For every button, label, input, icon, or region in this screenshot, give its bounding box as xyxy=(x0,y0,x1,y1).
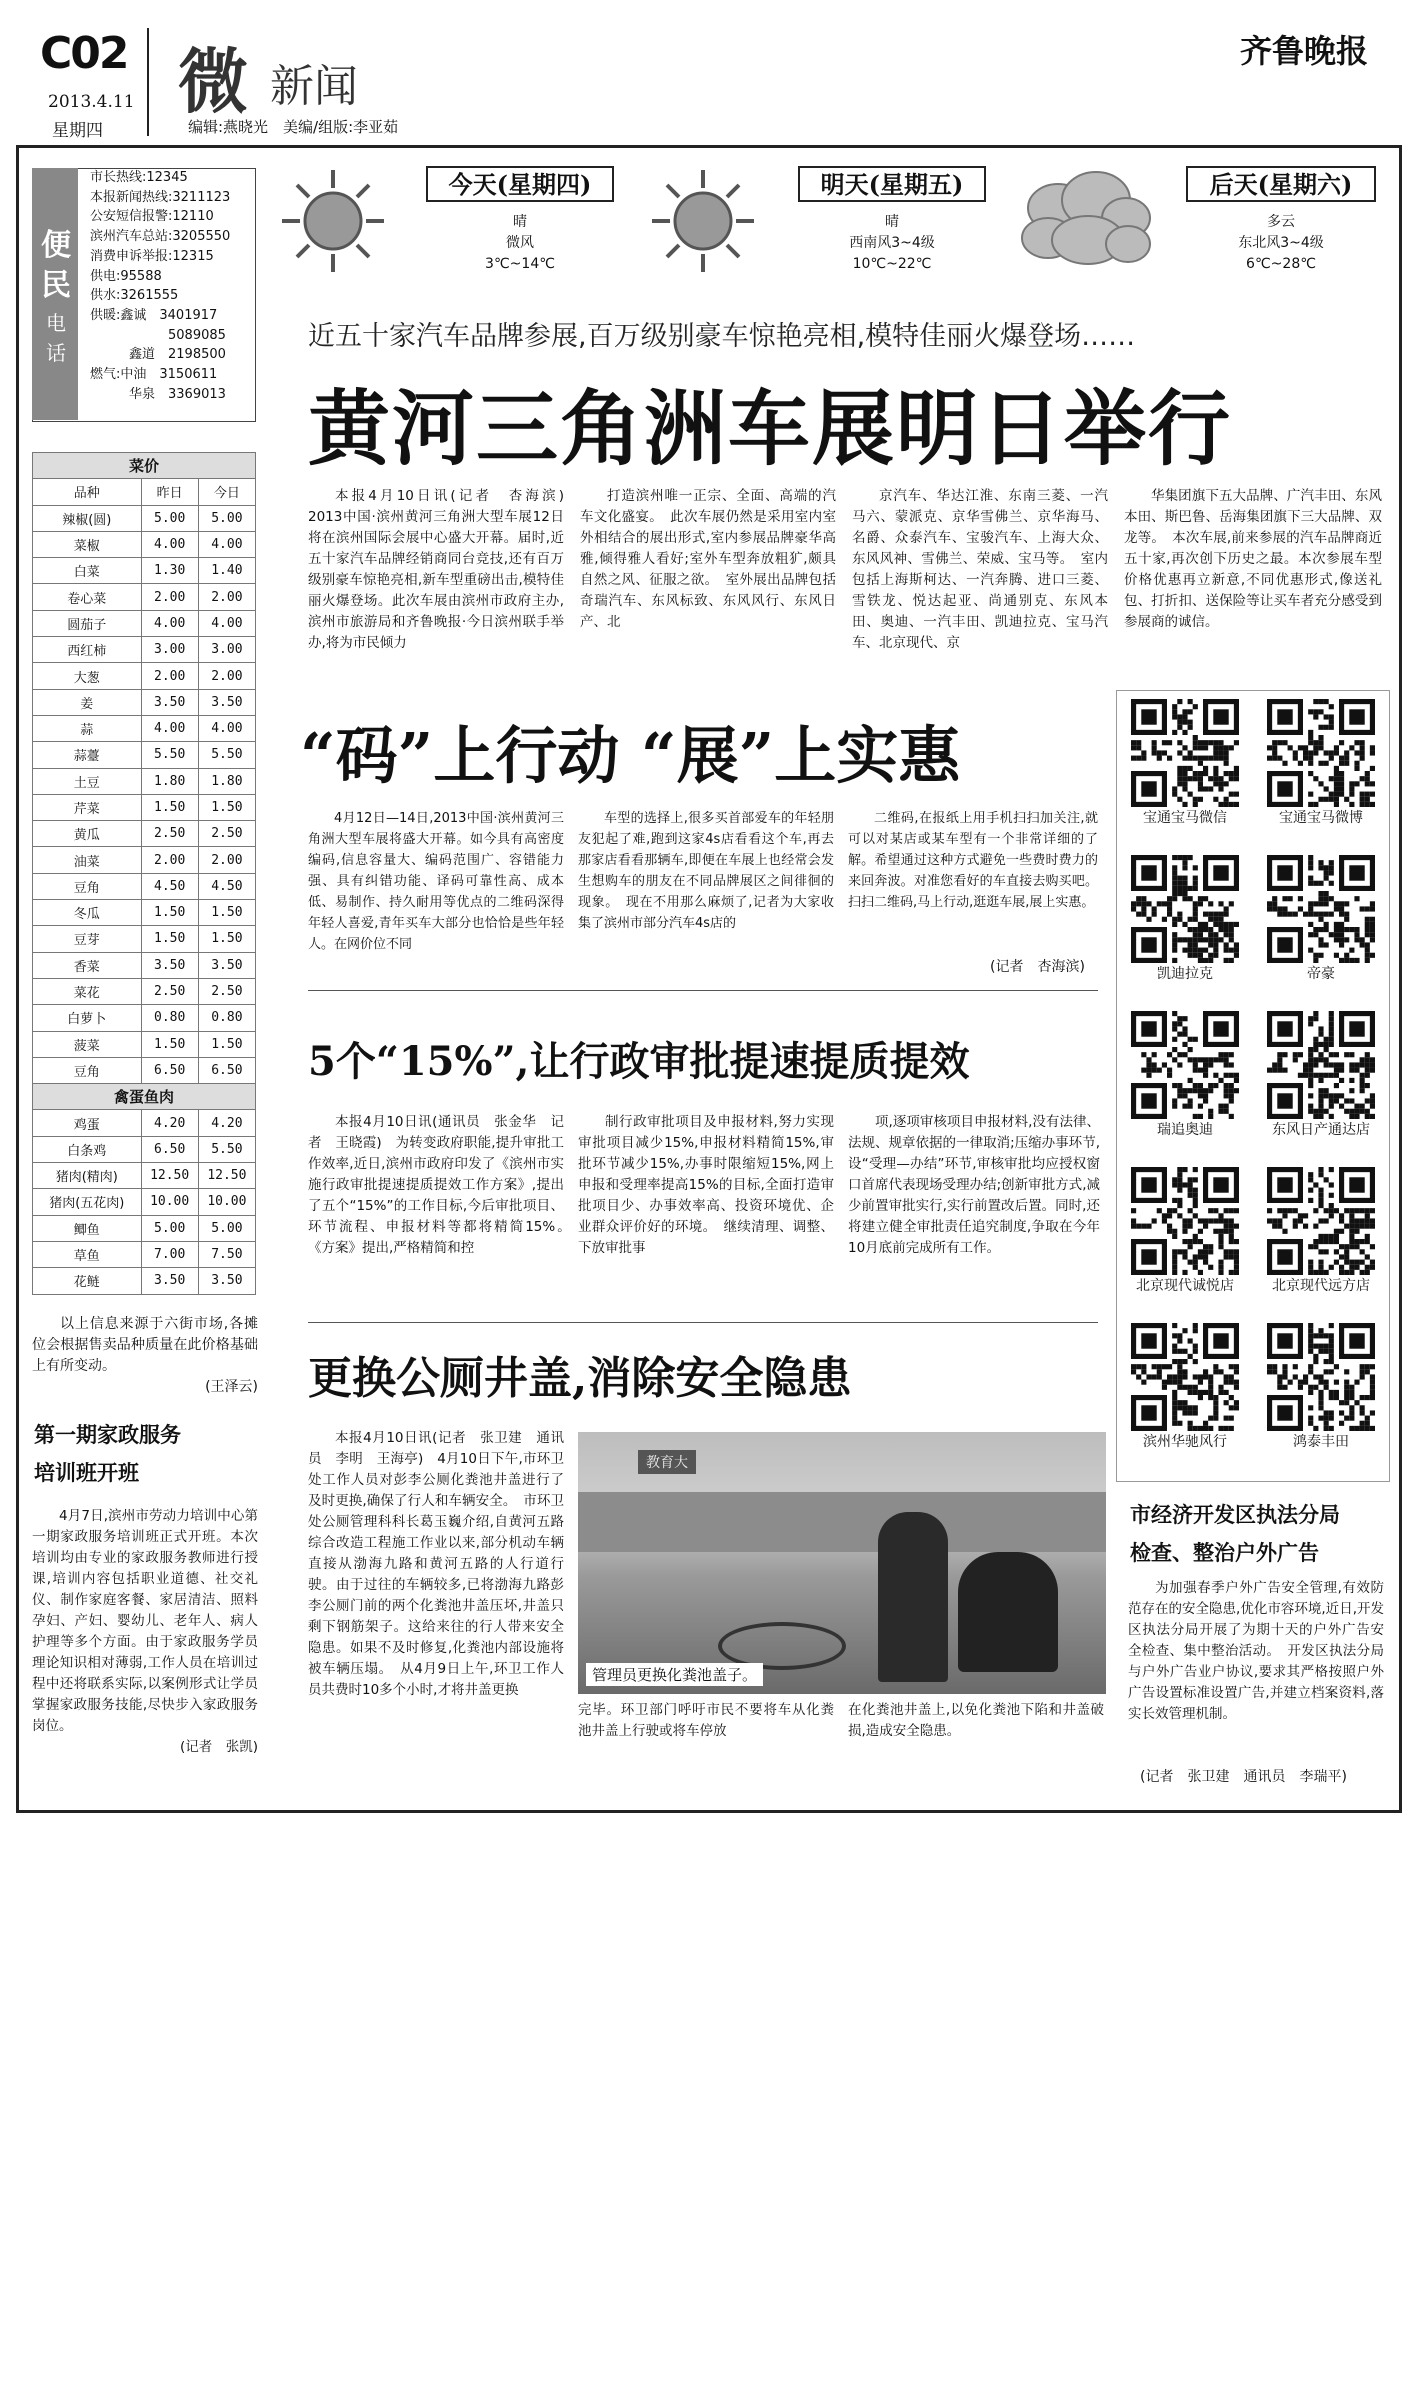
item-name: 姜 xyxy=(33,689,142,715)
price-today: 3.50 xyxy=(198,689,255,715)
manhole-col2 xyxy=(578,1700,834,1784)
hotline-line: 鑫道 2198500 xyxy=(90,347,226,363)
autoshow-text: 京汽车、华达江淮、东南三菱、一汽马六、蒙派克、京华雪佛兰、京华海马、名爵、众泰汽车、宝骏汽车、上海大众、东风风神、雪佛兰、荣威、宝马等。 室内包括上海斯柯达、一汽奔腾、进口三菱、雪铁龙、悦达起亚、尚通别克、东风本田、奥迪、一汽丰田、凯迪拉克、宝马汽车、北京现代、京 xyxy=(852,488,1108,651)
qr-story-headline: “码”上行动 “展”上实惠 xyxy=(300,719,961,792)
autoshow-col2 xyxy=(580,486,836,686)
qr-code-icon xyxy=(1131,699,1239,807)
qr-code-icon xyxy=(1267,1167,1375,1275)
qr-item[interactable] xyxy=(1117,1167,1253,1295)
price-today: 5.00 xyxy=(198,505,255,531)
divider xyxy=(308,990,1098,991)
price-yesterday: 4.00 xyxy=(141,715,198,741)
price-row xyxy=(33,1057,256,1083)
sun-icon xyxy=(278,166,388,276)
weather-cond: 晴 xyxy=(513,214,527,230)
item-name: 菠菜 xyxy=(33,1031,142,1057)
price-note xyxy=(32,1314,258,1398)
price-today: 2.50 xyxy=(198,821,255,847)
price-row xyxy=(33,637,256,663)
hotline-title: 便民 xyxy=(41,228,71,303)
price-row xyxy=(33,1031,256,1057)
qr-story-col2 xyxy=(578,808,834,978)
qr-caption: 北京现代诚悦店 xyxy=(1136,1278,1234,1294)
price-today: 3.00 xyxy=(198,637,255,663)
price-today: 2.00 xyxy=(198,584,255,610)
price-yesterday: 1.50 xyxy=(141,926,198,952)
autoshow-headline: 黄河三角洲车展明日举行 xyxy=(308,381,1233,477)
price-today: 1.50 xyxy=(198,900,255,926)
hotline-line: 供水:3261555 xyxy=(90,288,179,304)
photo-caption: 管理员更换化粪池盖子。 xyxy=(586,1663,763,1686)
hotline-line: 本报新闻热线:3211123 xyxy=(90,189,231,205)
item-name: 圆茄子 xyxy=(33,610,142,636)
hotline-side xyxy=(32,168,78,420)
photo-worker xyxy=(878,1512,948,1682)
weather-after-label: 后天(星期六) xyxy=(1186,166,1376,202)
issue-date: 2013.4.11 xyxy=(48,92,135,112)
item-name: 白萝卜 xyxy=(33,1005,142,1031)
item-name: 黄瓜 xyxy=(33,821,142,847)
approval-col1 xyxy=(308,1112,578,1312)
autoshow-col3 xyxy=(852,486,1108,686)
item-name: 辣椒(圆) xyxy=(33,505,142,531)
qr-story-col1 xyxy=(308,808,564,978)
price-yesterday: 3.00 xyxy=(141,637,198,663)
price-today: 10.00 xyxy=(198,1189,255,1215)
qr-code-icon xyxy=(1131,1167,1239,1275)
price-yesterday: 1.50 xyxy=(141,794,198,820)
price-row xyxy=(33,610,256,636)
manhole-headline: 更换公厕井盖,消除安全隐患 xyxy=(308,1353,852,1404)
price-today: 3.50 xyxy=(198,1268,255,1294)
price-note-text: 以上信息来源于六街市场,各摊位会根据售卖品种质量在此价格基础上有所变动。 xyxy=(32,1316,258,1374)
approval-text: 本报4月10日讯(通讯员 张金华 记者 王晓霞) 为转变政府职能,提升审批工作效率,近日,滨州市政府印发了《滨州市实施行政审批提速提质提效工作方案》,提出了五个“15%”的工作目标,今后审批项目、环节流程、申报材料等都将精简15%。 《方案》提出,严格精简和控 xyxy=(308,1114,578,1256)
price-yesterday: 6.50 xyxy=(141,1136,198,1162)
manhole-col3 xyxy=(848,1700,1104,1784)
price-yesterday: 3.50 xyxy=(141,952,198,978)
price-yesterday: 3.50 xyxy=(141,1268,198,1294)
hotline-line: 5089085 xyxy=(90,327,226,343)
qr-item[interactable] xyxy=(1117,1011,1253,1139)
weather-temp: 3℃~14℃ xyxy=(485,256,555,272)
price-note-author: (王泽云) xyxy=(205,1379,258,1395)
price-today: 4.00 xyxy=(198,715,255,741)
housekeeping-body xyxy=(32,1506,258,1758)
price-today: 2.00 xyxy=(198,847,255,873)
price-today: 1.80 xyxy=(198,768,255,794)
weather-tomorrow-info xyxy=(798,212,986,275)
section-logo: 微 xyxy=(178,40,248,123)
price-yesterday: 5.50 xyxy=(141,742,198,768)
item-name: 豆角 xyxy=(33,873,142,899)
item-name: 菜椒 xyxy=(33,531,142,557)
manhole-text: 完毕。环卫部门呼吁市民不要将车从化粪池井盖上行驶或将车停放 xyxy=(578,1702,834,1739)
autoshow-text: 华集团旗下五大品牌、广汽丰田、东风本田、斯巴鲁、岳海集团旗下三大品牌、双龙等。 本次车展,前来参展的汽车品牌商近五十家,再次创下历史之最。本次参展车型价格优惠再立新意,不同优惠形式,像送礼包、打折扣、送保险等让买车者充分感受到参展商的诚信。 xyxy=(1124,488,1382,630)
weather-tomorrow-label: 明天(星期五) xyxy=(798,166,986,202)
price-yesterday: 1.30 xyxy=(141,558,198,584)
qr-code-icon xyxy=(1267,855,1375,963)
price-yesterday: 5.00 xyxy=(141,1215,198,1241)
approval-text: 制行政审批项目及申报材料,努力实现审批项目减少15%,申报材料精简15%,审批环节减少15%,办事时限缩短15%,网上申报和受理率提高15%的目标,全面打造审批项目少、办事效率高、投资环境优、企业群众评价好的环境。 继续清理、调整、下放审批事 xyxy=(578,1114,834,1256)
item-name: 豆芽 xyxy=(33,926,142,952)
section-name: 新闻 xyxy=(270,61,358,112)
manhole-text: 在化粪池井盖上,以免化粪池下陷和井盖破损,造成安全隐患。 xyxy=(848,1702,1104,1739)
qr-caption: 鸿泰丰田 xyxy=(1293,1434,1349,1450)
col-header: 品种 xyxy=(33,479,142,505)
qr-caption: 北京现代远方店 xyxy=(1272,1278,1370,1294)
item-name: 草鱼 xyxy=(33,1241,142,1267)
qr-item[interactable] xyxy=(1117,699,1253,827)
divider xyxy=(308,1322,1098,1323)
price-row xyxy=(33,742,256,768)
col-header: 昨日 xyxy=(141,479,198,505)
housekeeping-byline: (记者 张凯) xyxy=(179,1739,258,1755)
approval-headline: 5个“15%”,让行政审批提速提质提效 xyxy=(308,1038,970,1085)
price-yesterday: 3.50 xyxy=(141,689,198,715)
issue-weekday: 星期四 xyxy=(52,121,103,141)
price-yesterday: 2.00 xyxy=(141,584,198,610)
qr-story-byline: (记者 杏海滨) xyxy=(990,959,1085,975)
price-meat-title: 禽蛋鱼肉 xyxy=(33,1084,256,1110)
price-row xyxy=(33,768,256,794)
item-name: 芹菜 xyxy=(33,794,142,820)
price-yesterday: 1.50 xyxy=(141,1031,198,1057)
price-row xyxy=(33,1110,256,1136)
qr-caption: 宝通宝马微信 xyxy=(1143,810,1227,826)
hotline-line: 供电:95588 xyxy=(90,268,162,284)
page-number: C02 xyxy=(40,28,128,79)
item-name: 菜花 xyxy=(33,978,142,1004)
price-yesterday: 2.00 xyxy=(141,847,198,873)
price-yesterday: 4.20 xyxy=(141,1110,198,1136)
price-row xyxy=(33,1189,256,1215)
price-today: 3.50 xyxy=(198,952,255,978)
price-row xyxy=(33,531,256,557)
price-yesterday: 2.00 xyxy=(141,663,198,689)
hotline-line: 滨州汽车总站:3205550 xyxy=(90,229,231,245)
price-today: 1.50 xyxy=(198,794,255,820)
item-name: 猪肉(精肉) xyxy=(33,1163,142,1189)
ad-check-byline: (记者 张卫建 通讯员 李瑞平) xyxy=(1140,1769,1347,1785)
qr-item[interactable] xyxy=(1253,1011,1389,1139)
qr-item[interactable] xyxy=(1117,855,1253,983)
approval-col3 xyxy=(848,1112,1100,1312)
item-name: 冬瓜 xyxy=(33,900,142,926)
qr-code-icon xyxy=(1131,1323,1239,1431)
item-name: 蒜薹 xyxy=(33,742,142,768)
price-yesterday: 4.50 xyxy=(141,873,198,899)
price-row xyxy=(33,1136,256,1162)
qr-item[interactable] xyxy=(1253,699,1389,827)
price-yesterday: 5.00 xyxy=(141,505,198,531)
price-today: 1.50 xyxy=(198,926,255,952)
item-name: 卷心菜 xyxy=(33,584,142,610)
price-yesterday: 4.00 xyxy=(141,610,198,636)
price-today: 1.40 xyxy=(198,558,255,584)
price-row xyxy=(33,1268,256,1294)
qr-story-text: 车型的选择上,很多买首部爱车的年轻朋友犯起了难,跑到这家4s店看看这个车,再去那家店看看那辆车,即便在车展上也经常会发生想购车的朋友在不同品牌展区之间徘徊的现象。 现在不用那么麻烦了,记者为大家收集了滨州市部分汽车4s店的 xyxy=(578,811,834,931)
price-row xyxy=(33,1005,256,1031)
price-today: 4.20 xyxy=(198,1110,255,1136)
housekeeping-text: 4月7日,滨州市劳动力培训中心第一期家政服务培训班正式开班。本次培训均由专业的家政服务教师进行授课,培训内容包括职业道德、社交礼仪、制作家庭客餐、家居清洁、照料孕妇、产妇、婴幼儿、老年人、病人护理等多个方面。由于家政服务学员理论知识相对薄弱,工作人员在培训过程中还将联系实际,以案例形式让学员掌握家政服务技能,尽快步入家政服务岗位。 xyxy=(32,1508,258,1734)
qr-item[interactable] xyxy=(1253,855,1389,983)
weather-after-info xyxy=(1186,212,1376,275)
qr-caption: 宝通宝马微博 xyxy=(1279,810,1363,826)
photo-building xyxy=(578,1492,1106,1552)
hotline-line: 公安短信报警:12110 xyxy=(90,209,214,225)
housekeeping-title-line: 第一期家政服务 xyxy=(34,1423,181,1447)
autoshow-col4 xyxy=(1124,486,1382,686)
col-header: 今日 xyxy=(198,479,255,505)
price-today: 12.50 xyxy=(198,1163,255,1189)
qr-story-text: 二维码,在报纸上用手机扫扫加关注,就可以对某店或某车型有一个非常详细的了解。希望通过这种方式避免一些费时费力的来回奔波。对准您看好的车直接去购买吧。扫扫二维码,马上行动,逛逛车展,展上实惠。 xyxy=(848,811,1098,910)
weather-wind: 微风 xyxy=(506,235,534,251)
item-name: 猪肉(五花肉) xyxy=(33,1189,142,1215)
hotline-line: 供暖:鑫诚 3401917 xyxy=(90,307,218,323)
qr-code-icon xyxy=(1131,1011,1239,1119)
item-name: 西红柿 xyxy=(33,637,142,663)
price-today: 2.50 xyxy=(198,978,255,1004)
price-yesterday: 10.00 xyxy=(141,1189,198,1215)
ad-check-text: 为加强春季户外广告安全管理,有效防范存在的安全隐患,优化市容环境,近日,开发区执法分局开展了为期十天的户外广告安全检查、集中整治活动。 开发区执法分局与户外广告业户协议,要求其严格按照户外广告设置标准设置广告,并建立档案资料,落实长效管理机制。 xyxy=(1128,1580,1384,1722)
price-row xyxy=(33,1215,256,1241)
price-row xyxy=(33,847,256,873)
price-row xyxy=(33,1241,256,1267)
price-row xyxy=(33,873,256,899)
ad-check-title-line: 市经济开发区执法分局 xyxy=(1130,1503,1340,1527)
qr-caption: 瑞追奥迪 xyxy=(1157,1122,1213,1138)
weather-cond: 晴 xyxy=(885,214,899,230)
price-row xyxy=(33,952,256,978)
qr-caption: 滨州华驰风行 xyxy=(1143,1434,1227,1450)
ad-check-body xyxy=(1128,1578,1384,1762)
price-row xyxy=(33,978,256,1004)
price-title: 菜价 xyxy=(33,453,256,479)
item-name: 鲫鱼 xyxy=(33,1215,142,1241)
editors-credit: 编辑:燕晓光 美编/组版:李亚茹 xyxy=(188,118,399,136)
item-name: 土豆 xyxy=(33,768,142,794)
price-row xyxy=(33,821,256,847)
price-row xyxy=(33,794,256,820)
price-yesterday: 2.50 xyxy=(141,821,198,847)
price-yesterday: 1.80 xyxy=(141,768,198,794)
qr-item[interactable] xyxy=(1253,1323,1389,1451)
price-row xyxy=(33,558,256,584)
weather-wind: 西南风3~4级 xyxy=(849,235,935,251)
price-today: 5.00 xyxy=(198,1215,255,1241)
approval-col2 xyxy=(578,1112,834,1312)
qr-code-icon xyxy=(1131,855,1239,963)
price-row xyxy=(33,505,256,531)
price-today: 6.50 xyxy=(198,1057,255,1083)
photo-worker xyxy=(958,1552,1058,1672)
price-today: 5.50 xyxy=(198,742,255,768)
price-yesterday: 0.80 xyxy=(141,1005,198,1031)
ad-check-title-line: 检查、整治户外广告 xyxy=(1130,1541,1319,1565)
qr-item[interactable] xyxy=(1117,1323,1253,1451)
item-name: 大葱 xyxy=(33,663,142,689)
item-name: 香菜 xyxy=(33,952,142,978)
price-yesterday: 2.50 xyxy=(141,978,198,1004)
qr-grid xyxy=(1116,690,1390,1482)
price-row xyxy=(33,926,256,952)
paper-name: 齐鲁晚报 xyxy=(1240,32,1369,70)
autoshow-col1 xyxy=(308,486,578,686)
photo-sign: 教育大 xyxy=(638,1450,696,1474)
qr-story-text: 4月12日—14日,2013中国·滨州黄河三角洲大型车展将盛大开幕。如今具有高密度编码,信息容量大、编码范围广、容错能力强、具有纠错功能、译码可靠性高、成本低、易制作、持久耐用等优点的二维码深得年轻人喜爱,青年买车大部分也恰恰是些年轻人。在网价位不同 xyxy=(308,811,564,952)
weather-wind: 东北风3~4级 xyxy=(1238,235,1324,251)
price-yesterday: 1.50 xyxy=(141,900,198,926)
price-yesterday: 4.00 xyxy=(141,531,198,557)
price-today: 5.50 xyxy=(198,1136,255,1162)
weather-cond: 多云 xyxy=(1267,214,1295,230)
weather-temp: 10℃~22℃ xyxy=(852,256,932,272)
weather-today-info xyxy=(426,212,614,275)
item-name: 油菜 xyxy=(33,847,142,873)
price-table xyxy=(32,452,256,1295)
qr-caption: 凯迪拉克 xyxy=(1157,966,1213,982)
weather-temp: 6℃~28℃ xyxy=(1246,256,1316,272)
price-today: 0.80 xyxy=(198,1005,255,1031)
price-today: 4.00 xyxy=(198,531,255,557)
manhole-col1 xyxy=(308,1428,564,1788)
autoshow-kicker: 近五十家汽车品牌参展,百万级别豪车惊艳亮相,模特佳丽火爆登场…… xyxy=(308,321,1136,352)
price-today: 4.00 xyxy=(198,610,255,636)
price-today: 2.00 xyxy=(198,663,255,689)
hotline-line: 华泉 3369013 xyxy=(90,386,226,402)
price-row xyxy=(33,1163,256,1189)
qr-caption: 帝豪 xyxy=(1307,966,1335,982)
price-yesterday: 6.50 xyxy=(141,1057,198,1083)
qr-caption: 东风日产通达店 xyxy=(1272,1122,1370,1138)
price-today: 1.50 xyxy=(198,1031,255,1057)
hotline-line: 消费申诉举报:12315 xyxy=(90,248,214,264)
price-row xyxy=(33,715,256,741)
manhole-text: 本报4月10日讯(记者 张卫建 通讯员 李明 王海亭) 4月10日下午,市环卫处工作人员对彭李公厕化粪池井盖进行了及时更换,确保了行人和车辆安全。 市环卫处公厕管理科科长葛玉巍介绍,自黄河五路综合改造工程施工作业以来,部分机动车辆直接从渤海九路和黄河五路的人行道行驶。由于过往的车辆较多,已将渤海九路彭李公厕门前的两个化粪池井盖压坏,井盖只剩下钢筋架子。这给来往的行人带来安全隐患。如果不及时修复,化粪池内部设施将被车辆压塌。 从4月9日上午,环卫工作人员共费时10多个小时,才将井盖更换 xyxy=(308,1430,564,1698)
price-yesterday: 12.50 xyxy=(141,1163,198,1189)
item-name: 白条鸡 xyxy=(33,1136,142,1162)
hotline-line: 燃气:中油 3150611 xyxy=(90,367,218,383)
price-today: 4.50 xyxy=(198,873,255,899)
item-name: 豆角 xyxy=(33,1057,142,1083)
cloud-icon xyxy=(1018,166,1154,274)
price-row xyxy=(33,584,256,610)
qr-code-icon xyxy=(1267,1323,1375,1431)
qr-item[interactable] xyxy=(1253,1167,1389,1295)
ad-check-title xyxy=(1130,1496,1386,1572)
item-name: 鸡蛋 xyxy=(33,1110,142,1136)
housekeeping-title xyxy=(34,1416,260,1492)
price-today: 7.50 xyxy=(198,1241,255,1267)
hotline-list xyxy=(90,168,252,404)
qr-story-col3 xyxy=(848,808,1098,958)
price-row xyxy=(33,663,256,689)
header-divider xyxy=(147,28,149,136)
hotline-subtitle: 电话 xyxy=(46,311,66,365)
weather-today-label: 今天(星期四) xyxy=(426,166,614,202)
autoshow-text: 打造滨州唯一正宗、全面、高端的汽车文化盛宴。 此次车展仍然是采用室内室外相结合的展出形式,室内参展品牌豪华高雅,倾得雅人看好;室外车型奔放粗犷,颇具自然之风、征服之欲。 室外展出品牌包括奇瑞汽车、东风标致、东风风行、东风日产、北 xyxy=(580,488,836,630)
qr-code-icon xyxy=(1267,699,1375,807)
autoshow-text: 本报4月10日讯(记者 杏海滨) 2013中国·滨州黄河三角洲大型车展12日将在滨州国际会展中心盛大开幕。届时,近五十家汽车品牌经销商同台竞技,还有百万级别豪车惊艳亮相,新车型重磅出击,模特佳丽火爆登场。此次车展由滨州市政府主办,滨州市旅游局和齐鲁晚报·今日滨州联手举办,将为市民倾力 xyxy=(308,488,578,651)
item-name: 花鲢 xyxy=(33,1268,142,1294)
price-yesterday: 7.00 xyxy=(141,1241,198,1267)
item-name: 白菜 xyxy=(33,558,142,584)
manhole-photo xyxy=(578,1432,1106,1694)
item-name: 蒜 xyxy=(33,715,142,741)
housekeeping-title-line: 培训班开班 xyxy=(34,1461,139,1485)
sun-icon xyxy=(648,166,758,276)
price-row xyxy=(33,689,256,715)
price-row xyxy=(33,900,256,926)
qr-code-icon xyxy=(1267,1011,1375,1119)
hotline-line: 市长热线:12345 xyxy=(90,170,188,185)
approval-text: 项,逐项审核项目申报材料,没有法律、法规、规章依据的一律取消;压缩办事环节,设“受理—办结”环节,审核审批均应授权窗口首席代表现场受理办结;创新审批方式,减少前置审批实行,实行前置改后置。同时,还将建立健全审批责任追究制度,争取在今年10月底前完成所有工作。 xyxy=(848,1114,1100,1256)
